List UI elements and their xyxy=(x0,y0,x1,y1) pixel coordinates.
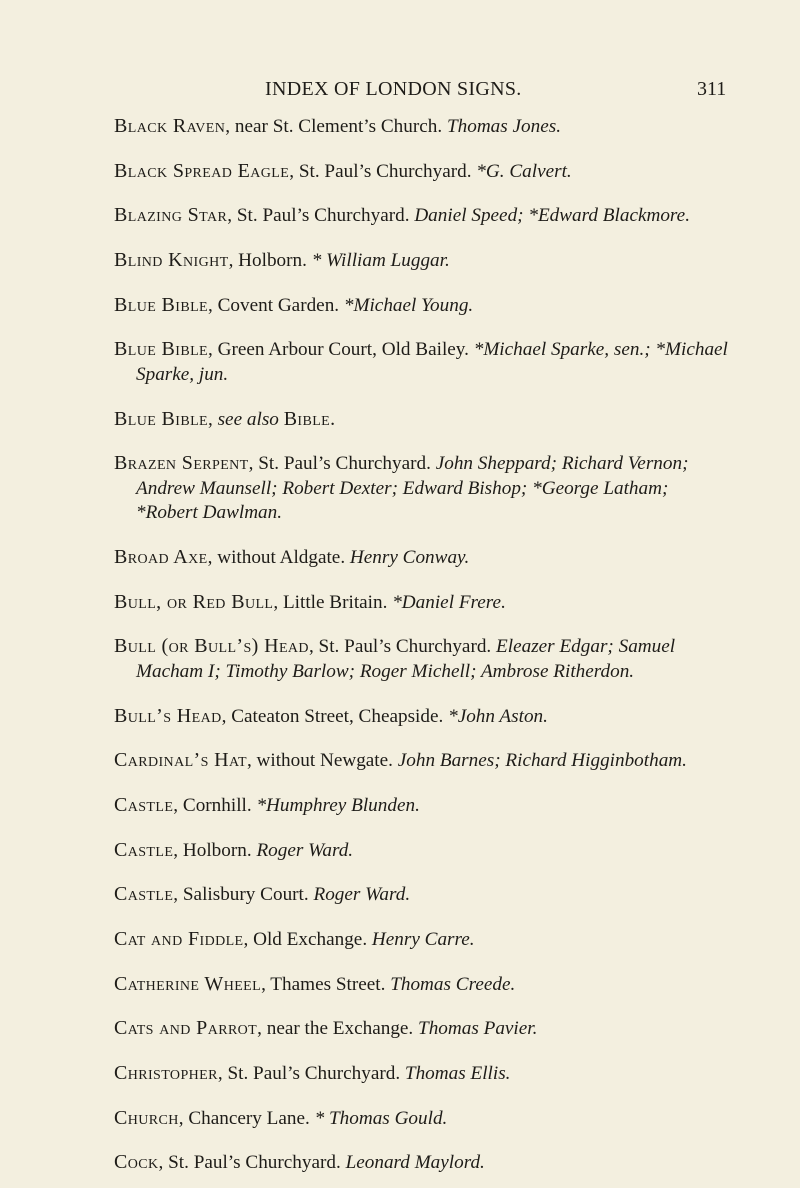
sign-location: , Chancery Lane. xyxy=(178,1107,310,1129)
printer-names: Thomas Creede. xyxy=(390,973,516,995)
index-entry xyxy=(114,407,734,433)
sign-name: Castle xyxy=(114,883,174,906)
sign-location: , without Aldgate. xyxy=(207,547,346,568)
sign-name: Bull’s Head xyxy=(114,704,222,727)
sign-location: , near St. Clement’s Church. xyxy=(225,116,443,137)
sign-location: , St. Paul’s Churchyard. xyxy=(217,1063,401,1085)
cross-reference-note: see also xyxy=(217,408,279,430)
sign-location: , St. Paul’s Churchyard. xyxy=(158,1152,341,1174)
sign-location: , Thames Street. xyxy=(261,973,386,995)
sign-name: Black Raven xyxy=(114,115,226,137)
printer-names: Thomas Ellis. xyxy=(404,1063,511,1085)
printer-names: Roger Ward. xyxy=(256,839,354,861)
sign-location: , Old Exchange. xyxy=(243,929,368,950)
printer-names: * Thomas Gould. xyxy=(314,1107,448,1129)
index-entries xyxy=(114,114,734,1188)
sign-name: Blue Bible xyxy=(114,407,208,430)
index-entry xyxy=(114,882,734,908)
sign-location: , without Newgate. xyxy=(246,750,393,772)
printer-names: Roger Ward. xyxy=(313,884,411,906)
sign-name: Cardinal’s Hat xyxy=(114,749,247,772)
sign-location: , St. Paul’s Churchyard. xyxy=(289,160,472,182)
index-entry xyxy=(114,704,734,730)
sign-location: , St. Paul’s Churchyard. xyxy=(248,453,431,475)
sign-location: , Covent Garden. xyxy=(208,294,340,316)
printer-names: *Michael Sparke, sen.; *Michael Sparke, jun. xyxy=(136,339,728,385)
sign-location: , St. Paul’s Churchyard. xyxy=(308,636,492,658)
printer-names: *Michael Young. xyxy=(343,294,474,316)
sign-name: Blue Bible xyxy=(114,338,208,361)
printer-names: John Sheppard; Richard Vernon; Andrew Maunsell; Robert Dexter; Edward Bishop; *George Latham; *Robert Dawlman. xyxy=(136,453,689,524)
printer-names: Thomas Pavier. xyxy=(418,1018,538,1040)
sign-name: Brazen Serpent xyxy=(114,452,249,475)
sign-location: , near the Exchange. xyxy=(257,1018,414,1040)
sign-name: Black Spread Eagle xyxy=(114,159,290,182)
printer-names: Daniel Speed; *Edward Blackmore. xyxy=(414,205,690,227)
sign-location: , Cateaton Street, Cheapside. xyxy=(221,705,444,727)
sign-name: Catherine Wheel xyxy=(114,972,262,995)
index-entry xyxy=(114,248,734,274)
printer-names: *Humphrey Blunden. xyxy=(256,794,420,816)
sign-name: Blazing Star xyxy=(114,204,228,227)
sign-location: , Little Britain. xyxy=(273,591,388,613)
index-entry xyxy=(114,1061,734,1087)
index-entry xyxy=(114,838,734,864)
sign-name: Christopher xyxy=(114,1062,218,1085)
sign-name: Castle xyxy=(114,838,174,861)
index-entry xyxy=(114,203,734,229)
page-number: 311 xyxy=(697,78,727,100)
sign-name: Cats and Parrot xyxy=(114,1017,258,1040)
index-entry xyxy=(114,793,734,819)
index-entry xyxy=(114,972,734,998)
index-entry xyxy=(114,1016,734,1042)
index-entry xyxy=(114,590,734,616)
printer-names: *John Aston. xyxy=(448,705,548,727)
index-entry xyxy=(114,748,734,774)
page-header xyxy=(0,78,800,108)
index-entry xyxy=(114,634,734,684)
sign-location: , xyxy=(208,408,213,430)
sign-name: Blue Bible xyxy=(114,293,208,316)
printer-names: * William Luggar. xyxy=(311,250,450,272)
sign-location: , Holborn. xyxy=(173,839,252,861)
sign-name: Bull, or Red Bull xyxy=(114,590,274,613)
sign-name: Blind Knight xyxy=(114,249,229,272)
sign-location: , Green Arbour Court, Old Bailey. xyxy=(208,339,469,361)
running-title: INDEX OF LONDON SIGNS. xyxy=(265,78,522,100)
index-entry xyxy=(114,337,734,387)
printer-names: Leonard Maylord. xyxy=(345,1152,485,1174)
index-entry xyxy=(114,1150,734,1176)
sign-name: Cat and Fiddle xyxy=(114,928,244,950)
index-entry xyxy=(114,451,734,526)
printer-names: *Daniel Frere. xyxy=(392,591,506,613)
sign-name: Cock xyxy=(114,1151,159,1174)
printer-names: John Barnes; Richard Higginbotham. xyxy=(397,750,687,772)
index-entry xyxy=(114,293,734,319)
sign-name: Broad Axe xyxy=(114,546,208,568)
sign-location: , Cornhill. xyxy=(173,794,252,816)
printer-names: Henry Conway. xyxy=(349,547,470,568)
index-entry xyxy=(114,1106,734,1132)
index-entry xyxy=(114,159,734,185)
sign-location: , Salisbury Court. xyxy=(173,884,309,906)
sign-location: , St. Paul’s Churchyard. xyxy=(227,205,410,227)
printer-names: Henry Carre. xyxy=(371,929,475,950)
sign-name: Church xyxy=(114,1106,179,1129)
sign-name: Castle xyxy=(114,793,174,816)
sign-name: Bull (or Bull’s) Head xyxy=(114,635,309,658)
index-entry xyxy=(114,927,734,953)
index-entry xyxy=(114,114,734,140)
index-entry xyxy=(114,545,734,571)
printer-names: Thomas Jones. xyxy=(446,116,562,137)
printer-names: Eleazer Edgar; Samuel Macham I; Timothy Barlow; Roger Michell; Ambrose Ritherdon. xyxy=(136,636,676,682)
printer-names: *G. Calvert. xyxy=(476,160,572,182)
sign-location: , Holborn. xyxy=(228,250,307,272)
cross-reference-target: Bible. xyxy=(283,407,336,430)
